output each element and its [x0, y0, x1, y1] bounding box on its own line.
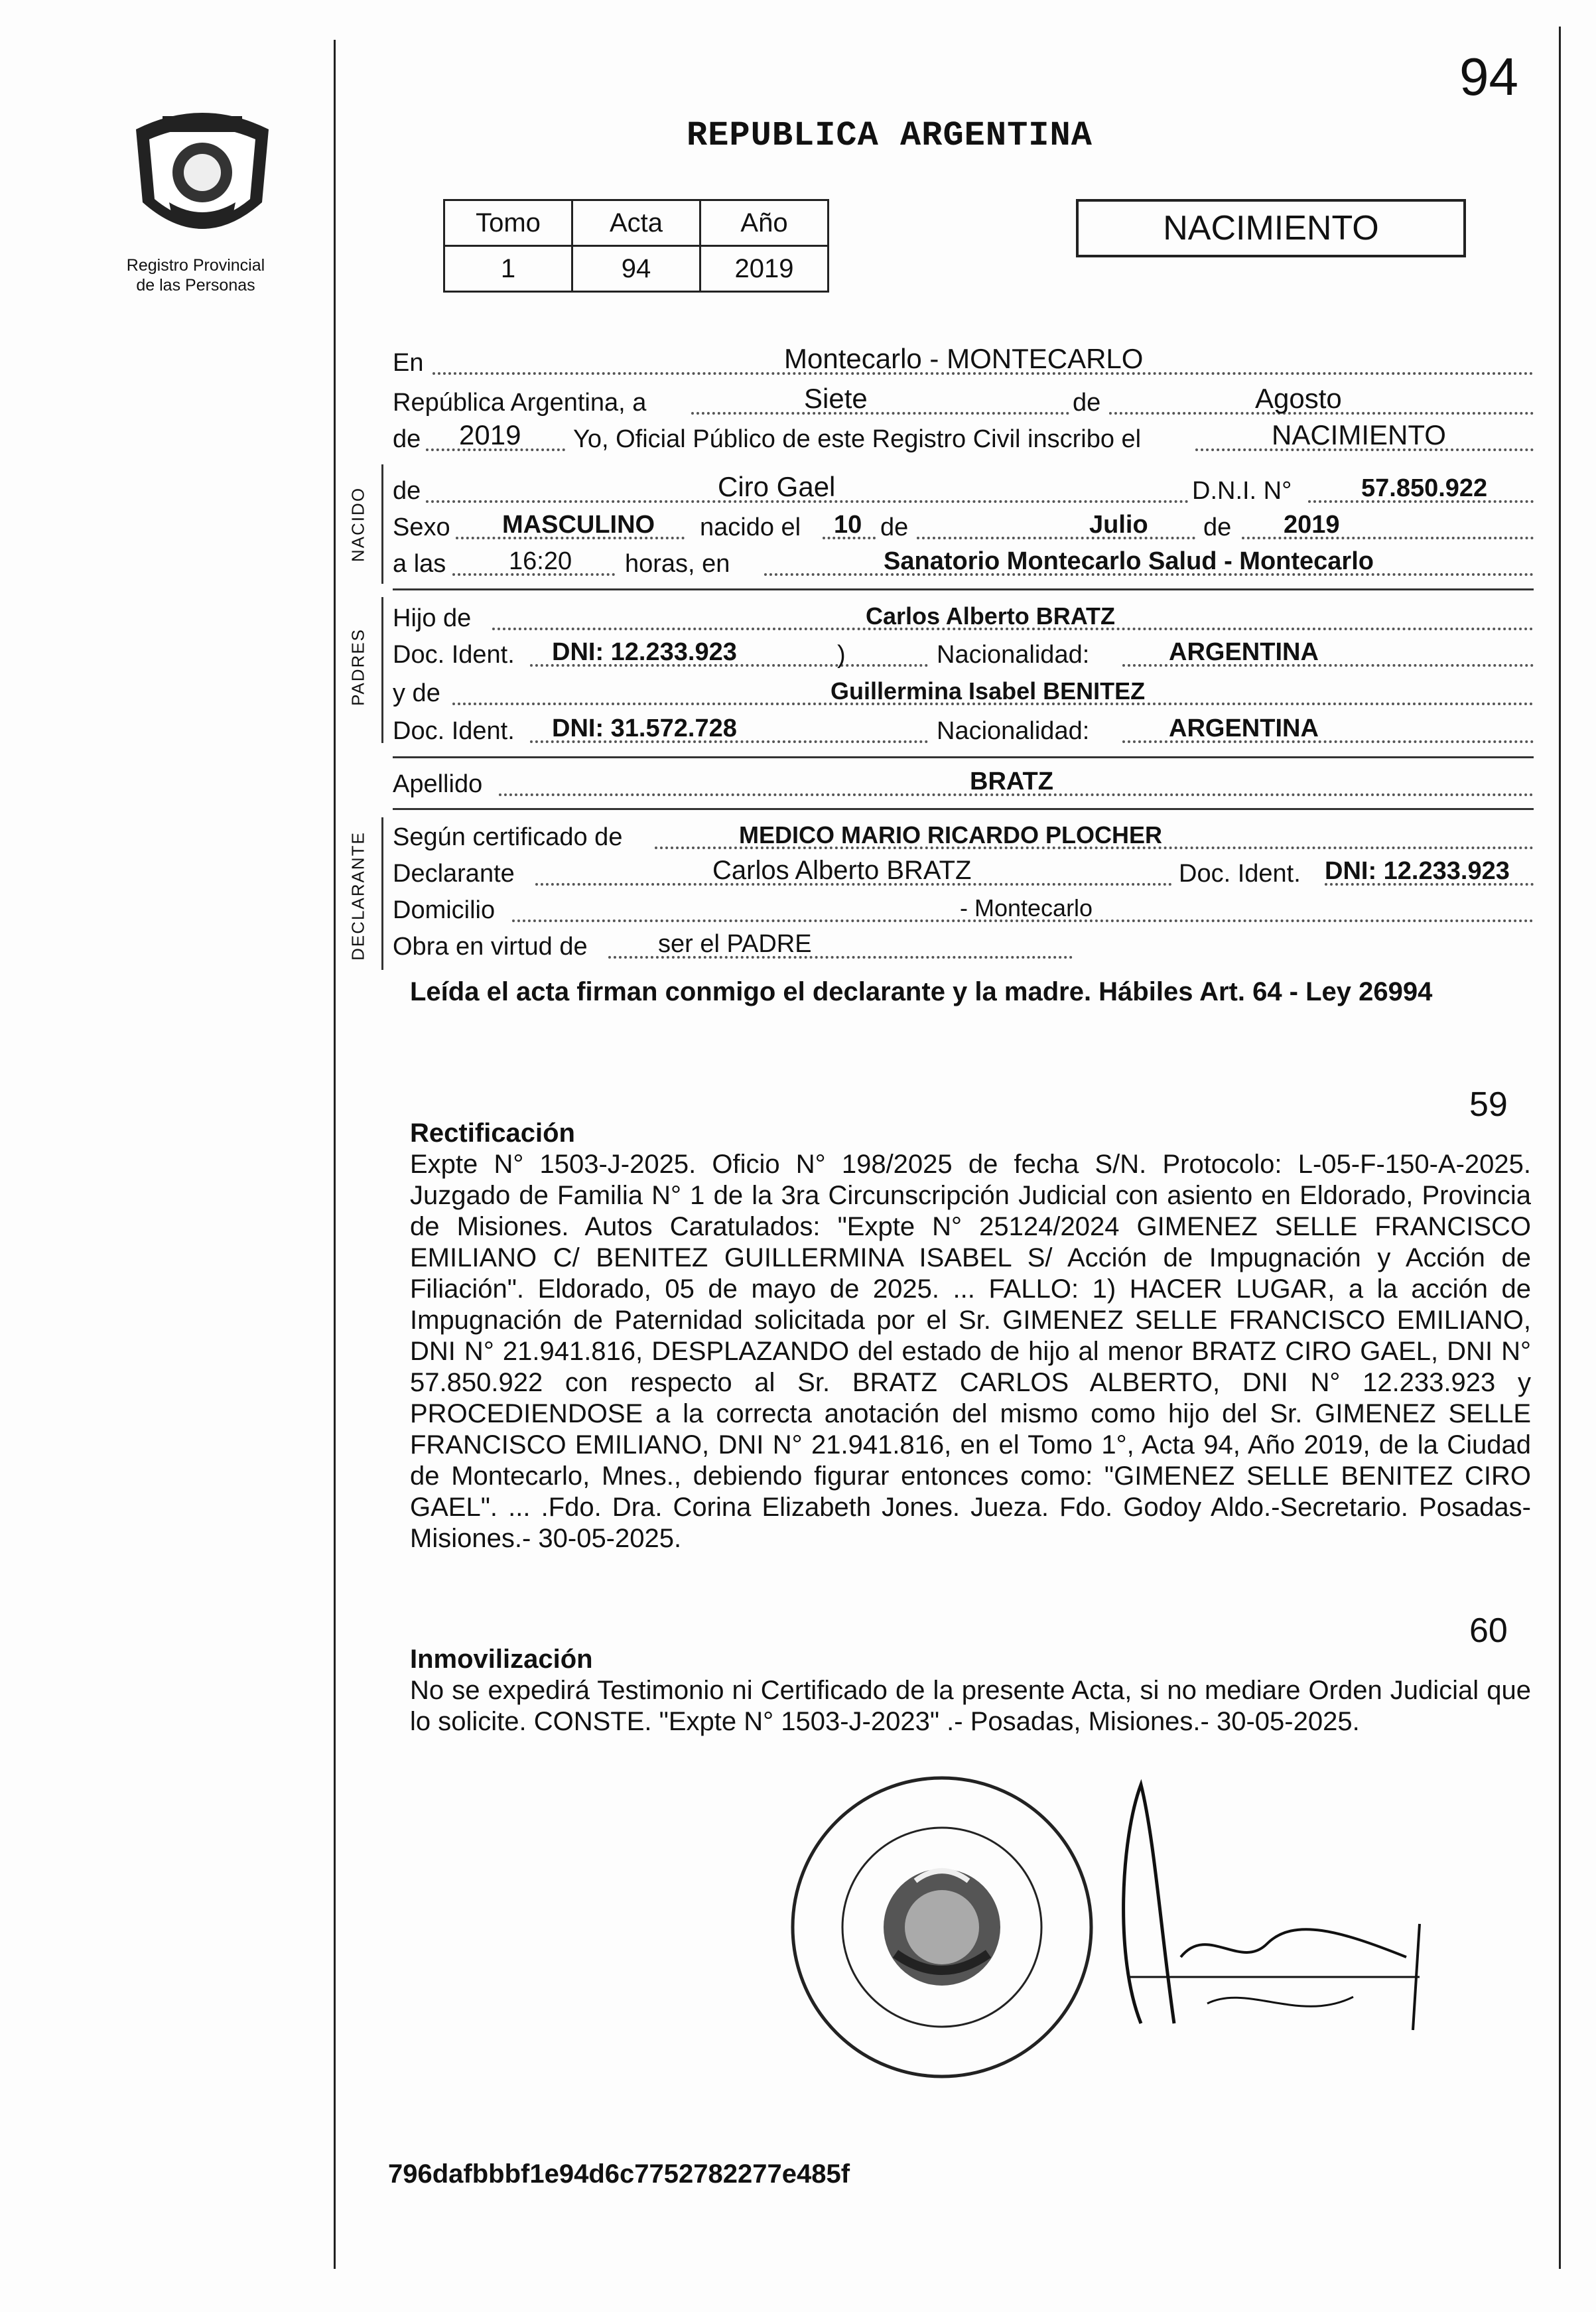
act-kind: NACIMIENTO: [1272, 419, 1446, 450]
row-nacido-hora: a las 16:20 horas, en Sanatorio Montecarlo Salud - Montecarlo: [393, 549, 1534, 580]
birth-year: 2019: [1284, 511, 1340, 539]
value-tomo: 1: [444, 246, 572, 292]
record-type-box: NACIMIENTO: [1076, 199, 1466, 257]
inmovilizacion-number: 60: [1469, 1611, 1508, 1650]
birth-day: 10: [834, 511, 862, 539]
signature: [1101, 1758, 1446, 2067]
rectificacion-title: Rectificación: [410, 1119, 575, 1148]
registry-label: Registro Provincial de las Personas: [126, 256, 265, 295]
header-tomo: Tomo: [444, 200, 572, 246]
day-text: Siete: [804, 383, 868, 414]
mother-nationality: ARGENTINA: [1169, 714, 1319, 742]
header-ano: Año: [700, 200, 829, 246]
child-name: Ciro Gael: [718, 471, 836, 502]
country-title: REPUBLICA ARGENTINA: [687, 116, 1093, 155]
row-padre: Hijo de Carlos Alberto BRATZ: [393, 604, 1534, 634]
row-declarante: Declarante Carlos Alberto BRATZ Doc. Ident. DNI: 12.233.923: [393, 859, 1534, 890]
birth-time: 16:20: [509, 547, 572, 575]
side-label-padres: PADRES: [348, 628, 368, 706]
inmovilizacion-title: Inmovilización: [410, 1645, 593, 1674]
page-number: 94: [1459, 47, 1518, 106]
row-madre: y de Guillermina Isabel BENITEZ: [393, 679, 1534, 709]
official-seal: [783, 1768, 1101, 2090]
value-ano: 2019: [700, 246, 829, 292]
surname: BRATZ: [970, 768, 1053, 795]
document-hash: 796dafbbbf1e94d6c7752782277e485f: [388, 2159, 850, 2189]
row-nacido-name: de Ciro Gael D.N.I. N° 57.850.922: [393, 476, 1534, 507]
row-domicilio: Domicilio - Montecarlo: [393, 896, 1534, 926]
mother-doc: DNI: 31.572.728: [552, 714, 737, 742]
father-doc: DNI: 12.233.923: [552, 638, 737, 666]
header-acta: Acta: [572, 200, 700, 246]
month-text: Agosto: [1255, 383, 1342, 414]
row-apellido: Apellido BRATZ: [393, 770, 1534, 800]
row-en: En Montecarlo - MONTECARLO: [393, 348, 1534, 379]
row-date: República Argentina, a Siete de Agosto: [393, 388, 1534, 419]
row-obra: Obra en virtud de ser el PADRE: [393, 932, 1534, 963]
address: - Montecarlo: [960, 894, 1093, 921]
value-acta: 94: [572, 246, 700, 292]
inmovilizacion-body: No se expedirá Testimonio ni Certificado de la presente Acta, si no mediare Orden Judicial que lo solicite. CONSTE. "Expte N° 1503-J-2023" .- Posadas, Misiones.- 30-05-2025.: [410, 1676, 1531, 1736]
right-margin-line: [1559, 27, 1561, 2269]
row-madre-doc: Doc. Ident. DNI: 31.572.728 Nacionalidad: ARGENTINA: [393, 716, 1534, 747]
rectificacion-body: Expte N° 1503-J-2025. Oficio N° 198/2025 de fecha S/N. Protocolo: L-05-F-150-A-2025. Juzgado de Familia N° 1 de la 3ra Circunscripción Judicial con asiento en Eldorado, Provincia de Misiones. Autos Caratulados: "Expte N° 25124/2024 GIMENEZ SELLE FRANCISCO EMILIANO C/ BENITEZ GUILLERMINA ISABEL S/ Acción de Impugnación y Acción de Filiación". Eldorado, 05 de mayo de 2025. ... FALLO: 1) HACER LUGAR, a la acción de Impugnación de Paternidad solicitada por el Sr. GIMENEZ SELLE FRANCISCO EMILIANO, DNI N° 21.941.816, DESPLAZANDO del estado de hijo al menor BRATZ CIRO GAEL, DNI N° 57.850.922 con respecto al Sr. BRATZ CARLOS ALBERTO, DNI N° 12.233.923 y PROCEDIENDOSE a la correcta anotación del mismo como hijo del Sr. GIMENEZ SELLE FRANCISCO EMILIANO, DNI N° 21.941.816, en el Tomo 1°, Acta 94, Año 2019, de la Ciudad de Montecarlo, Mnes., debiendo figurar entonces como: "GIMENEZ SELLE BENITEZ CIRO GAEL". ... .Fdo. Dra. Corina Elizabeth Jones. Jueza. Fdo. Godoy Aldo.-Secretario. Posadas- Misiones.- 30-05-2025.: [410, 1150, 1531, 1553]
place: Montecarlo - MONTECARLO: [784, 343, 1144, 374]
acting-capacity: ser el PADRE: [658, 930, 812, 958]
row-padre-doc: Doc. Ident. DNI: 12.233.923 ) Nacionalidad: ARGENTINA: [393, 640, 1534, 671]
certificate-issuer: MEDICO MARIO RICARDO PLOCHER: [739, 821, 1162, 849]
rectificacion-number: 59: [1469, 1085, 1508, 1124]
child-sex: MASCULINO: [502, 511, 655, 539]
declarant-doc: DNI: 12.233.923: [1325, 857, 1510, 885]
row-nacido-sexo: Sexo MASCULINO nacido el 10 de Julio de 2019: [393, 513, 1534, 543]
side-label-nacido: NACIDO: [348, 486, 368, 563]
mother-name: Guillermina Isabel BENITEZ: [831, 677, 1146, 705]
child-dni: 57.850.922: [1361, 474, 1488, 502]
row-certificado: Según certificado de MEDICO MARIO RICARDO PLOCHER: [393, 823, 1534, 853]
side-label-declarante: DECLARANTE: [348, 831, 368, 961]
father-nationality: ARGENTINA: [1169, 638, 1319, 666]
year: 2019: [459, 419, 521, 450]
closing-text: Leída el acta firman conmigo el declarante y la madre. Hábiles Art. 64 - Ley 26994: [410, 977, 1433, 1006]
left-margin-line: [334, 40, 336, 2269]
father-name: Carlos Alberto BRATZ: [866, 602, 1116, 630]
declarant-name: Carlos Alberto BRATZ: [712, 856, 972, 885]
birth-month: Julio: [1089, 511, 1148, 539]
record-table: [443, 199, 829, 293]
registry-logo: [123, 103, 282, 259]
row-year: de 2019 Yo, Oficial Público de este Registro Civil inscribo el NACIMIENTO: [393, 425, 1534, 455]
birth-place: Sanatorio Montecarlo Salud - Montecarlo: [884, 547, 1374, 575]
